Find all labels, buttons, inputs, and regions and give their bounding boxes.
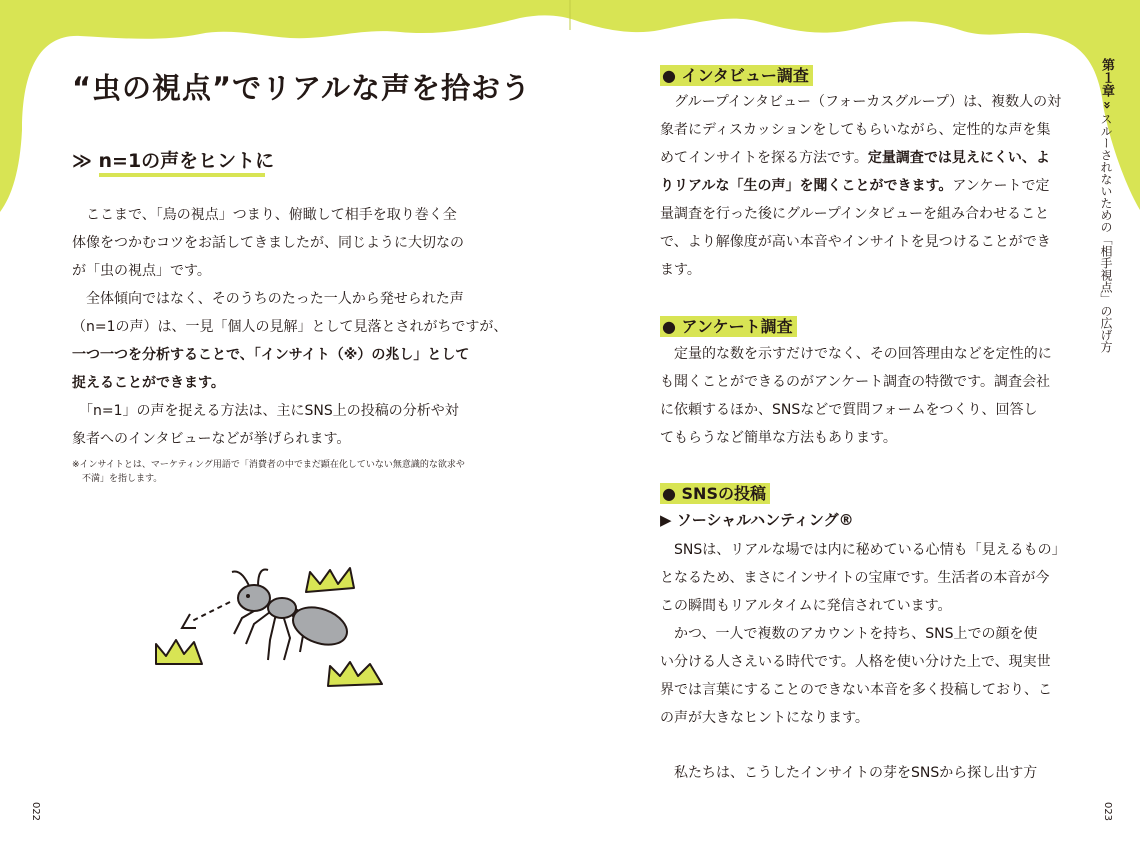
section-heading-interview [660,63,813,86]
sns-body [660,536,1066,732]
closing-line: 私たちは、こうしたインサイトの芽をSNSから探し出す方 [660,765,1038,781]
body-line: 定量的な数を示すだけでなく、その回答理由などを定性的に [660,346,1052,362]
body-line: の声が大きなヒントになります。 [660,710,869,726]
body-line: 量調査を行った後にグループインタビューを組み合わせること [660,206,1050,222]
footnote [72,458,465,486]
body-line: が「虫の視点」です。 [72,263,211,279]
social-hunting-subheading: ▶ ソーシャルハンティング® [660,511,854,529]
heading-text: ● インタビュー調査 [660,65,813,86]
body-line: かつ、一人で複数のアカウントを持ち、SNS上での顔を使 [660,626,1038,642]
body-line: りリアルな「生の声」を聞くことができます。アンケートで定 [660,178,1050,194]
body-line: SNSは、リアルな場では内に秘めている心情も「見えるもの」 [660,542,1066,558]
body-line: 全体傾向ではなく、そのうちのたった一人から発せられた声 [72,291,464,307]
body-line: この瞬間もリアルタイムに発信されています。 [660,598,952,614]
body-line: グループインタビュー（フォーカスグループ）は、複数人の対 [660,94,1062,110]
survey-body [660,340,1052,452]
grass-icon [306,568,354,592]
body-line: で、より解像度が高い本音やインサイトを見つけることができ [660,234,1051,250]
subhead-underline [99,173,265,177]
heading-text: ● アンケート調査 [660,316,797,337]
section-subhead [72,146,274,173]
body-line-bold: 捉えることができます。 [72,375,225,391]
section-heading-survey [660,314,797,337]
double-chevron-icon: ≫ [72,150,92,172]
body-line: も聞くことができるのがアンケート調査の特徴です。調査会社 [660,374,1051,390]
body-line: 象者へのインタビューなどが挙げられます。 [72,431,351,447]
chapter-label: 第１章 [1099,58,1114,97]
subhead-text: n=1の声をヒントに [98,150,275,172]
body-line: に依頼するほか、SNSなどで質問フォームをつくり、回答し [660,402,1038,418]
left-body-text [72,201,507,453]
page-number-right: 023 [1102,801,1114,822]
body-line: 体像をつかむコツをお話してきましたが、同じように大切なの [72,235,464,251]
chapter-chevron-icon: » [1099,100,1114,110]
body-line-bold: 一つ一つを分析することで、「インサイト（※）の兆し」として [72,347,470,363]
chapter-title: スルーされないための「相手視点」の広げ方 [1099,113,1113,354]
body-line: （n=1の声）は、一見「個人の見解」として見落とされがちですが、 [72,319,508,335]
body-line: めてインサイトを探る方法です。定量調査では見えにくい、よ [660,150,1050,166]
section-heading-sns [660,481,770,504]
body-line: ここまで、「鳥の視点」つまり、俯瞰して相手を取り巻く全 [72,207,457,223]
body-line: 「n=1」の声を捉える方法は、主にSNS上の投稿の分析や対 [72,403,459,419]
body-line: となるため、まさにインサイトの宝庫です。生活者の本音が今 [660,570,1050,586]
body-line: ます。 [660,262,701,278]
grass-icon [328,662,382,686]
page-title: “虫の視点”でリアルな声を拾おう [72,71,531,105]
chapter-running-head [1098,58,1114,353]
body-line: 象者にディスカッションをしてもらいながら、定性的な声を集 [660,122,1051,138]
body-line: い分ける人さえいる時代です。人格を使い分けた上で、現実世 [660,654,1051,670]
grass-icon [156,640,202,664]
footnote-line: ※インサイトとは、マーケティング用語で「消費者の中でまだ顕在化していない無意識的な欲求や [72,460,465,470]
interview-body [660,88,1061,284]
page-number-left: 022 [30,801,42,822]
body-line: てもらうなど簡単な方法もあります。 [660,430,897,446]
ant-illustration [150,560,390,700]
heading-text: ● SNSの投稿 [660,483,770,504]
footnote-line: 不満」を指します。 [82,474,163,484]
body-line: 界では言葉にすることのできない本音を多く投稿しており、こ [660,682,1052,698]
